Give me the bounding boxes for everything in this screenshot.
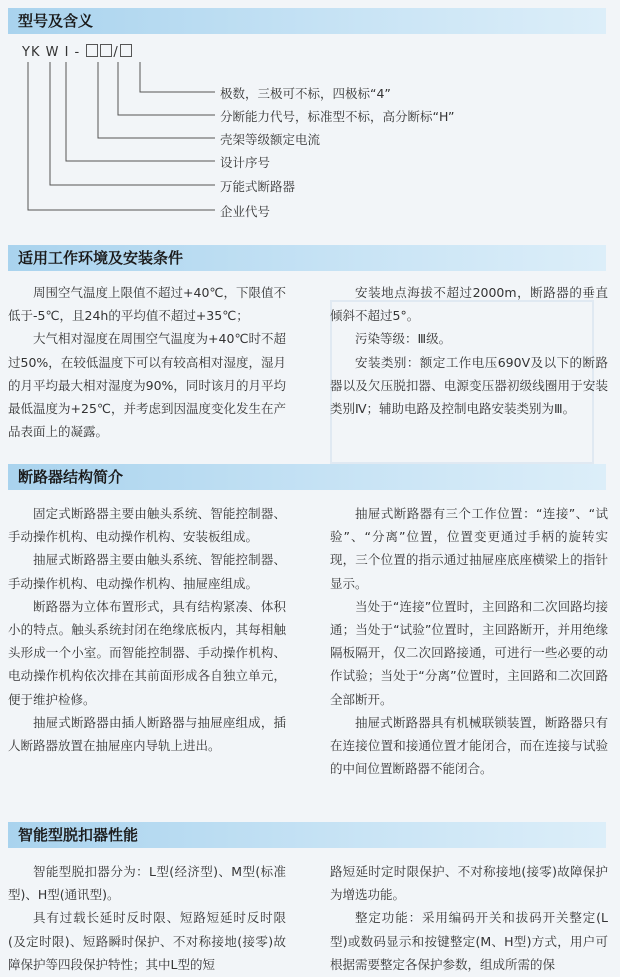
trip-unit-left-column <box>8 860 286 976</box>
section-header-environment: 适用工作环境及安装条件 <box>8 245 606 271</box>
legend-breaking-capacity: 分断能力代号，标准型不标，高分断标“H” <box>220 109 455 124</box>
env-temperature-text: 周围空气温度上限值不超过+40℃，下限值不低于-5℃，且24h的平均值不超过+35℃； <box>8 285 286 324</box>
env-humidity-text: 大气相对湿度在周围空气温度为+40℃时不超过50%，在较低温度下可以有较高相对湿度，湿月的月平均最大相对湿度为90%，同时该月的月平均最低温度为+25℃，并考虑到因温度变化发生在产品表面上的凝露。 <box>8 331 286 440</box>
legend-poles: 极数，三极可不标，四极标“4” <box>220 86 391 101</box>
env-pollution-text: 污染等级：Ⅲ级。 <box>355 331 452 347</box>
env-install-category-text: 安装类别：额定工作电压690V及以下的断路器以及欠压脱扣器、电源变压器初级线圈用于安装类别Ⅳ；辅助电路及控制电路安装类别为Ⅲ。 <box>330 354 608 417</box>
legend-design-number: 设计序号 <box>220 155 271 170</box>
structure-drawout-text: 抽屉式断路器主要由触头系统、智能控制器、手动操作机构、电动操作机构、抽屉座组成。 <box>8 552 286 591</box>
structure-layout-text: 断路器为立体布置形式，具有结构紧凑、体积小的特点。触头系统封闭在绝缘底板内，其每相触头形成一个小室。而智能控制器、手动操作机构、电动操作机构依次排在其前面形成各自独立单元，便于维护检修。 <box>8 598 286 707</box>
env-altitude-text: 安装地点海拔不超过2000m，断路器的垂直倾斜不超过5°。 <box>330 285 608 324</box>
structure-position-states-text: 当处于“连接”位置时，主回路和二次回路均接通；当处于“试验”位置时，主回路断开，并用绝缘隔板隔开，仅二次回路接通，可进行一些必要的动作试验；当处于“分离”位置时，主回路和二次回路全部断开。 <box>330 598 608 707</box>
model-code-prefix: YK W I - <box>22 45 81 60</box>
trip-unit-protection-text: 具有过载长延时反时限、短路短延时反时限(及定时限)、短路瞬时保护、不对称接地(接零)故障保护等四段保护特性；其中L型的短 <box>8 910 286 972</box>
structure-fixed-text: 固定式断路器主要由触头系统、智能控制器、手动操作机构、电动操作机构、安装板组成。 <box>8 506 286 545</box>
structure-right-column <box>330 502 608 780</box>
structure-interlock-text: 抽屉式断路器具有机械联锁装置，断路器只有在连接位置和接通位置才能闭合，而在连接与试验的中间位置断路器不能闭合。 <box>330 714 608 777</box>
trip-unit-setting-text: 整定功能：采用编码开关和拔码开关整定(L型)或数码显示和按键整定(M、H型)方式，用户可根据需要整定各保护参数，组成所需的保 <box>330 910 608 972</box>
trip-unit-right-column <box>330 860 608 976</box>
structure-left-column <box>8 502 286 757</box>
code-separator: / <box>113 45 119 60</box>
legend-universal-breaker: 万能式断路器 <box>220 179 296 194</box>
structure-insert-text: 抽屉式断路器由插人断路器与抽屉座组成，插人断路器放置在抽屉座内导轨上进出。 <box>8 714 286 754</box>
section-header-trip-unit: 智能型脱扣器性能 <box>8 822 606 848</box>
section-header-model: 型号及含义 <box>8 8 606 34</box>
trip-unit-types-text: 智能型脱扣器分为：L型(经济型)、M型(标准型)、H型(通讯型)。 <box>8 864 286 903</box>
legend-company-code: 企业代号 <box>220 204 271 219</box>
environment-left-column <box>8 281 286 443</box>
structure-positions-text: 抽屉式断路器有三个工作位置：“连接”、“试验”、“分离”位置，位置变更通过手柄的旋转实现，三个位置的指示通过抽屉座底座横梁上的指针显示。 <box>330 506 608 591</box>
legend-frame-current: 壳架等级额定电流 <box>220 132 321 147</box>
section-header-structure: 断路器结构简介 <box>8 464 606 490</box>
trip-unit-optional-text: 路短延时定时限保护、不对称接地(接零)故障保护为增选功能。 <box>330 864 608 903</box>
environment-right-column <box>330 281 608 420</box>
